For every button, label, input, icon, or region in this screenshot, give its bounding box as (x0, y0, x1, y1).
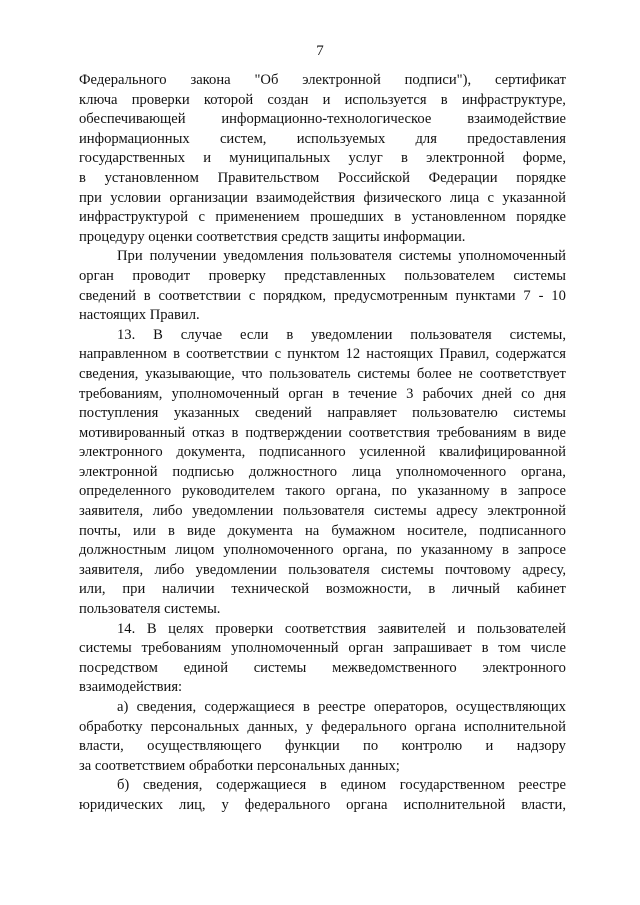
word: содержащиеся (204, 699, 295, 715)
word: указанному (420, 542, 493, 559)
word: более (416, 365, 452, 382)
word: личный (452, 581, 500, 598)
word: и (203, 150, 212, 167)
text-line (79, 600, 566, 620)
word: систем, (219, 130, 267, 147)
word: в (286, 326, 294, 343)
word: сведений (254, 405, 312, 422)
word: получении (149, 248, 217, 265)
word: 14. (117, 620, 136, 637)
text-line (79, 639, 566, 659)
word: с (248, 287, 256, 304)
word: данных; (349, 757, 400, 774)
word: настоящих (366, 346, 434, 363)
word: лиц, (179, 796, 206, 813)
word: адресу, (522, 561, 566, 578)
word: должностным (79, 542, 167, 559)
text-line (79, 345, 566, 365)
word: системы (253, 659, 307, 676)
word: пользователем (404, 267, 495, 284)
text-line (79, 776, 566, 796)
word: б) (117, 777, 130, 794)
word: предусмотренным (333, 287, 448, 304)
word: течение (348, 385, 397, 402)
word: реестре (518, 777, 566, 794)
word: Федерации (428, 169, 498, 186)
word: организации (169, 189, 248, 206)
text-line (79, 580, 566, 600)
word: инфраструктуре, (461, 91, 566, 108)
word: пользователя (410, 326, 492, 343)
word: информации. (383, 228, 466, 245)
word: либо (152, 503, 183, 520)
text-line (79, 326, 566, 346)
word: направляет (327, 405, 397, 422)
word: органа (346, 796, 388, 813)
word: взаимодействия: (79, 679, 183, 696)
word: электронного (482, 659, 566, 676)
word: для (415, 130, 437, 147)
word: сертификат (494, 72, 566, 88)
word: уведомлении (311, 326, 393, 343)
word: уполномоченный (458, 248, 566, 265)
word: посредством (79, 659, 158, 676)
word: информационных (79, 130, 190, 147)
word: виде (186, 522, 216, 539)
word: реестре (318, 699, 366, 715)
word: числе (530, 640, 566, 657)
word: подписанного (479, 522, 566, 539)
word: в (440, 91, 448, 108)
word: содержащиеся (216, 777, 307, 794)
word: в (231, 424, 239, 441)
word: носителе, (407, 522, 468, 539)
word: в (143, 287, 151, 304)
word: ключа (79, 91, 118, 108)
word: порядком, (263, 287, 326, 304)
word: заявителей (377, 620, 446, 637)
text-line (79, 228, 566, 248)
text-line (79, 737, 566, 757)
text-line (79, 796, 566, 816)
word: органа, (520, 463, 566, 480)
word: указанному (417, 483, 490, 500)
word: инфраструктурой (79, 209, 189, 226)
word: Правил, (439, 346, 490, 363)
word: подписью (172, 463, 235, 480)
word: такого (285, 483, 326, 500)
word: пользователю (412, 405, 498, 422)
word: в (428, 581, 436, 598)
word: обработку (79, 718, 143, 735)
word: документа (227, 522, 293, 539)
word: соответствует (479, 365, 566, 382)
word: предоставления (467, 130, 566, 147)
word: адресу (436, 503, 478, 520)
word: с (274, 346, 282, 363)
word: соответствия (196, 228, 278, 245)
word: системы (357, 365, 411, 382)
word: пунктами (455, 287, 516, 304)
word: руководителем (181, 483, 275, 500)
word: надзору (516, 738, 566, 755)
word: системы, (509, 326, 566, 343)
word: по (396, 542, 412, 559)
word: пользователь (269, 365, 351, 382)
word: прошедших (310, 209, 384, 226)
word: Российской (337, 169, 410, 186)
word: федерального (244, 796, 331, 813)
word: применением (215, 209, 300, 226)
word: В (146, 620, 157, 637)
word: почты, (79, 522, 121, 539)
word: не (458, 365, 473, 382)
word: услуг (348, 150, 383, 167)
word: указанной (502, 189, 566, 206)
word: настоящих (79, 307, 147, 324)
word: в (79, 169, 86, 186)
word: персональных (150, 718, 240, 735)
word: Правил. (149, 307, 200, 324)
word: проводит (132, 267, 191, 284)
word: с (487, 189, 495, 206)
word: в (394, 209, 402, 226)
word: системы (513, 405, 566, 422)
word: требованиям (436, 424, 517, 441)
word: уведомления (223, 248, 304, 265)
word: которой (203, 91, 254, 108)
word: в (319, 777, 327, 794)
word: определенного (79, 483, 172, 500)
word: поступления (79, 405, 159, 422)
word: подтверждении (245, 424, 342, 441)
word: в (173, 346, 181, 363)
word: требованиям (141, 640, 222, 657)
word: взаимодействие (467, 111, 566, 128)
word: лицом (175, 542, 215, 559)
word: электронной (426, 150, 505, 167)
word: виде (537, 424, 566, 441)
word: операторов, (373, 699, 448, 715)
word: функции (284, 738, 340, 755)
text-line (79, 541, 566, 561)
word: сведений (79, 287, 136, 304)
word: уполномоченного (223, 542, 334, 559)
word: создан (267, 91, 309, 108)
word: подписанного (258, 444, 346, 461)
word: уполномоченный (231, 640, 339, 657)
word: отказ (192, 424, 225, 441)
word: указанных (173, 405, 240, 422)
word: в (302, 699, 310, 715)
word: власти, (521, 796, 566, 813)
text-line (79, 130, 566, 150)
page-number: 7 (316, 43, 324, 59)
word: 12 (345, 346, 361, 363)
word: и (457, 620, 466, 637)
word: мотивированный (79, 424, 186, 441)
text-line (79, 404, 566, 424)
text-line (79, 91, 566, 111)
text-line (79, 698, 566, 718)
word: обеспечивающей (79, 111, 186, 128)
word: соответствия (284, 620, 367, 637)
word: "Об (254, 72, 279, 88)
word: пользователя (79, 601, 161, 618)
text-line (79, 522, 566, 542)
text-line (79, 71, 566, 91)
word: орган (348, 640, 384, 657)
word: электронной (302, 72, 381, 88)
word: в (332, 385, 340, 402)
word: квалифицированной (439, 444, 566, 461)
word: сведения, (79, 365, 139, 382)
word: власти, (79, 738, 124, 755)
word: в (523, 424, 531, 441)
word: соответствии (158, 287, 241, 304)
word: в (400, 150, 408, 167)
word: информационно-технологическое (221, 111, 432, 128)
text-line (79, 443, 566, 463)
word: том (498, 640, 521, 657)
word: оценки (148, 228, 193, 245)
word: бумажном (331, 522, 396, 539)
word: в (500, 483, 508, 500)
text-line (79, 267, 566, 287)
word: закона (190, 72, 231, 88)
word: осуществляющего (147, 738, 262, 755)
word: используется (344, 91, 427, 108)
text-line (79, 385, 566, 405)
word: электронной (487, 503, 566, 520)
word: контролю (401, 738, 463, 755)
word: установленном (411, 209, 506, 226)
word: проверки (215, 620, 274, 637)
word: государственных (79, 150, 186, 167)
text-line (79, 463, 566, 483)
word: либо (154, 561, 185, 578)
word: процедуру (79, 228, 145, 245)
word: порядке (516, 169, 566, 186)
word: дней (482, 385, 512, 402)
word: федерального (321, 718, 407, 735)
word: случае (180, 326, 223, 343)
text-line (79, 678, 566, 698)
word: представленных (284, 267, 386, 284)
word: системы (380, 561, 434, 578)
word: уполномоченного (396, 463, 507, 480)
word: у (305, 718, 314, 735)
text-line (79, 110, 566, 130)
word: лица (449, 189, 480, 206)
word: орган (79, 267, 114, 284)
word: системы (398, 248, 452, 265)
word: сведения, (142, 777, 203, 794)
word: уполномоченный (171, 385, 280, 402)
word: соответствием (94, 757, 186, 774)
word: уведомлении (195, 561, 277, 578)
word: возможности, (325, 581, 412, 598)
word: электронного (79, 444, 163, 461)
word: порядке (516, 209, 566, 226)
word: в (167, 522, 175, 539)
word: При (117, 248, 143, 265)
text-line (79, 247, 566, 267)
word: у (221, 796, 229, 813)
word: Правительством (217, 169, 320, 186)
word: орган (288, 385, 324, 402)
word: по (391, 483, 407, 500)
word: едином (340, 777, 387, 794)
word: или, (79, 581, 106, 598)
word: электронной (79, 463, 158, 480)
word: пользователя (282, 503, 365, 520)
word: с (198, 209, 205, 226)
word: системы. (164, 601, 221, 618)
word: технической (231, 581, 310, 598)
word: единой (183, 659, 228, 676)
word: сведения, (136, 699, 197, 715)
word: документа, (176, 444, 246, 461)
word: 10 (551, 287, 566, 304)
word: персональных (256, 757, 346, 774)
word: и (485, 738, 494, 755)
word: органа, (335, 483, 381, 500)
word: - (538, 287, 544, 304)
word: запросе (518, 542, 566, 559)
word: наличии (162, 581, 215, 598)
word: системы (513, 267, 566, 284)
text-line (79, 718, 566, 738)
word: содержатся (495, 346, 566, 363)
word: уведомлении (192, 503, 274, 520)
word: запрашивает (393, 640, 472, 657)
word: подписи"), (404, 72, 472, 88)
word: лица (351, 463, 382, 480)
text-line (79, 189, 566, 209)
word: заявителя, (79, 503, 144, 520)
word: исполнительной (403, 796, 506, 813)
word: усиленной (359, 444, 426, 461)
word: рабочих (422, 385, 474, 402)
word: должностного (248, 463, 338, 480)
word: пользователя (310, 248, 392, 265)
word: если (240, 326, 269, 343)
word: муниципальных (229, 150, 331, 167)
text-line (79, 659, 566, 679)
word: пользователей (476, 620, 566, 637)
word: в (481, 640, 489, 657)
word: целях (168, 620, 204, 637)
word: по (363, 738, 379, 755)
text-line (79, 208, 566, 228)
text-line (79, 306, 566, 326)
text-line (79, 482, 566, 502)
word: государственном (399, 777, 505, 794)
word: со (521, 385, 535, 402)
word: органа, (342, 542, 388, 559)
word: системы (79, 640, 132, 657)
word: дня (544, 385, 566, 402)
word: и (322, 91, 331, 108)
word: взаимодействия (256, 189, 356, 206)
word: пунктом (287, 346, 340, 363)
word: направленном (79, 346, 168, 363)
word: при (122, 581, 146, 598)
word: средств (281, 228, 329, 245)
text-line (79, 424, 566, 444)
word: используемых (296, 130, 386, 147)
word: а) (117, 699, 129, 715)
word: соответствии (186, 346, 269, 363)
text-line (79, 169, 566, 189)
word: запросе (518, 483, 566, 500)
word: за (79, 757, 92, 774)
word: в (502, 542, 509, 559)
word: осуществляющих (455, 699, 566, 715)
text-line (79, 149, 566, 169)
word: форме, (522, 150, 566, 167)
word: В (153, 326, 163, 343)
word: или (132, 522, 156, 539)
word: органа (414, 718, 457, 735)
word: проверки (131, 91, 190, 108)
word: что (241, 365, 263, 382)
word: физического (363, 189, 442, 206)
word: Федерального (79, 72, 167, 88)
word: системы (373, 503, 427, 520)
word: защиты (332, 228, 380, 245)
document-body (79, 71, 566, 816)
word: кабинет (516, 581, 566, 598)
word: 7 (523, 287, 531, 304)
text-line (79, 365, 566, 385)
word: исполнительной (464, 718, 566, 735)
word: заявителя, (79, 561, 144, 578)
text-line (79, 757, 566, 777)
text-line (79, 502, 566, 522)
word: при (79, 189, 102, 206)
word: пользователя (288, 561, 370, 578)
word: почтовому (444, 561, 511, 578)
word: данных, (247, 718, 298, 735)
word: на (304, 522, 320, 539)
word: установленном (104, 169, 199, 186)
text-line (79, 287, 566, 307)
text-line (79, 561, 566, 581)
word: соответствия (348, 424, 431, 441)
word: 3 (406, 385, 414, 402)
word: проверку (208, 267, 266, 284)
word: юридических (79, 796, 164, 813)
word: межведомственного (332, 659, 457, 676)
word: 13. (117, 326, 136, 343)
word: условии (110, 189, 162, 206)
word: указывающие, (145, 365, 235, 382)
text-line (79, 620, 566, 640)
word: требованиям, (79, 385, 163, 402)
word: обработки (188, 757, 254, 774)
